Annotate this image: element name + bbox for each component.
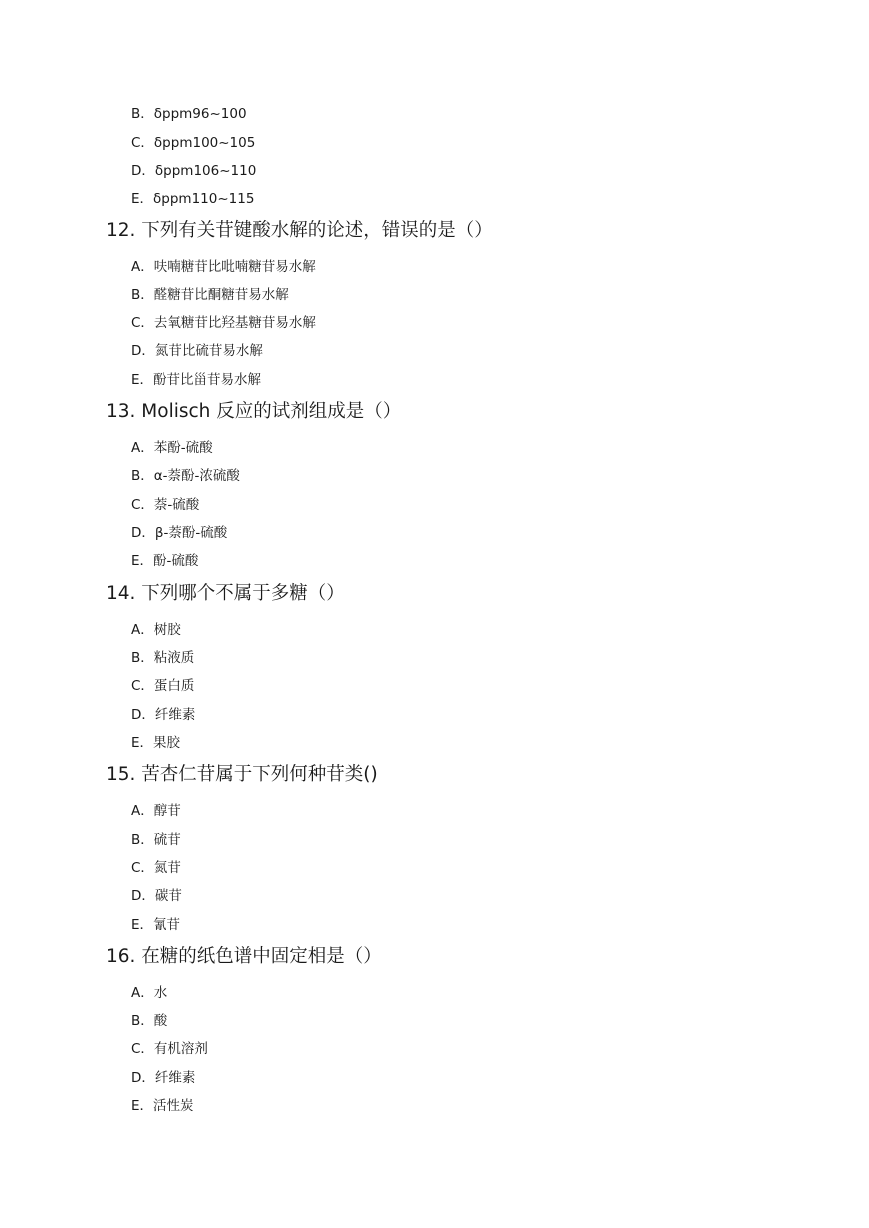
option-c: C．去氧糖苷比羟基糖苷易水解: [131, 315, 316, 331]
question-16-title: 16. 在糖的纸色谱中固定相是（）: [106, 946, 382, 967]
option-a: A．呋喃糖苷比吡喃糖苷易水解: [131, 259, 316, 275]
option-c: C．δppm100~105: [131, 135, 256, 151]
option-b: B．醛糖苷比酮糖苷易水解: [131, 287, 289, 303]
option-b: B．硫苷: [131, 832, 181, 848]
option-a: A．醇苷: [131, 803, 181, 819]
option-c: C．蛋白质: [131, 678, 195, 694]
option-e: E．酚苷比甾苷易水解: [131, 372, 262, 388]
option-b: B．α-萘酚-浓硫酸: [131, 468, 240, 484]
question-14-title: 14. 下列哪个不属于多糖（）: [106, 583, 345, 604]
option-c: C．有机溶剂: [131, 1041, 208, 1057]
option-d: D．纤维素: [131, 1070, 196, 1086]
option-e: E．活性炭: [131, 1098, 194, 1114]
option-e: E．δppm110~115: [131, 191, 255, 207]
option-d: D．碳苷: [131, 888, 182, 904]
option-a: A．树胶: [131, 622, 181, 638]
option-a: A．水: [131, 985, 168, 1001]
option-e: E．氰苷: [131, 917, 181, 933]
option-b: B．酸: [131, 1013, 168, 1029]
option-c: C．萘-硫酸: [131, 497, 200, 513]
option-b: B．粘液质: [131, 650, 195, 666]
option-d: D．纤维素: [131, 707, 196, 723]
option-c: C．氮苷: [131, 860, 181, 876]
question-13-title: 13. Molisch 反应的试剂组成是（）: [106, 401, 402, 422]
option-b: B．δppm96~100: [131, 106, 247, 122]
option-e: E．酚-硫酸: [131, 553, 199, 569]
option-d: D．氮苷比硫苷易水解: [131, 343, 263, 359]
option-a: A．苯酚-硫酸: [131, 440, 213, 456]
question-15-title: 15. 苦杏仁苷属于下列何种苷类(): [106, 764, 378, 785]
option-e: E．果胶: [131, 735, 181, 751]
question-12-title: 12. 下列有关苷键酸水解的论述，错误的是（）: [106, 220, 493, 241]
option-d: D．β-萘酚-硫酸: [131, 525, 228, 541]
option-d: D．δppm106~110: [131, 163, 257, 179]
